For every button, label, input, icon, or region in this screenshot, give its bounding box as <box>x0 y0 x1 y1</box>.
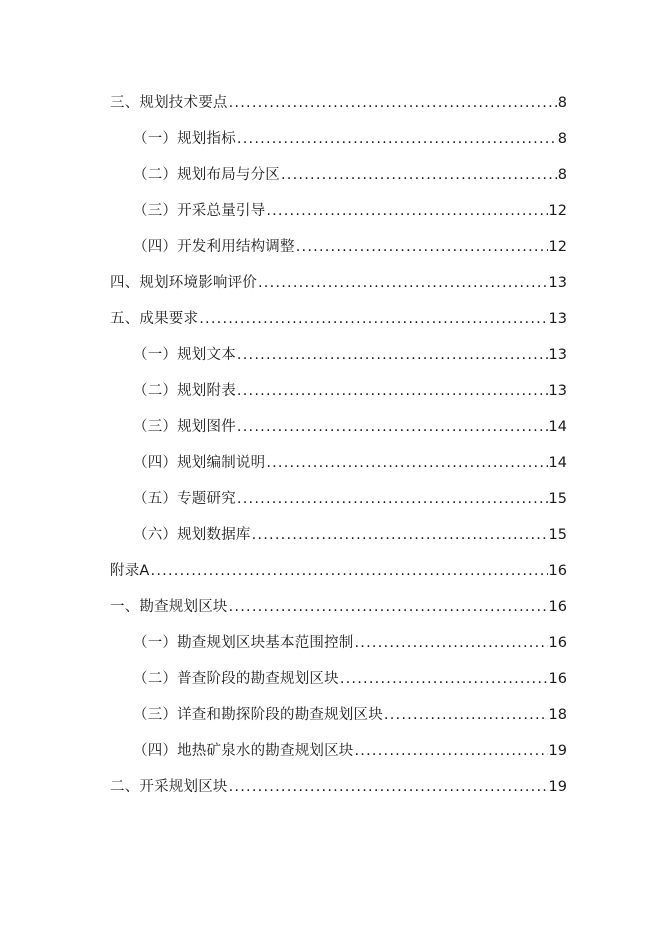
toc-entry-title: （三）开采总量引导 <box>133 203 266 219</box>
toc-entry-page: 13 <box>548 383 567 399</box>
toc-dot-leader <box>237 379 548 403</box>
toc-entry-page: 12 <box>548 239 567 255</box>
toc-entry-page: 19 <box>548 743 567 759</box>
toc-entry-title: （一）勘查规划区块基本范围控制 <box>133 635 354 651</box>
toc-dot-leader <box>199 307 547 331</box>
toc-dot-leader <box>340 667 548 691</box>
toc-entry-title: （二）规划附表 <box>133 383 236 399</box>
toc-entry[interactable] <box>133 667 567 691</box>
toc-entry-page: 13 <box>548 347 567 363</box>
toc-entry-page: 13 <box>548 275 567 291</box>
toc-entry-page: 18 <box>548 707 567 723</box>
toc-entry[interactable] <box>133 163 567 187</box>
toc-entry-title: 五、成果要求 <box>110 311 199 327</box>
toc-dot-leader <box>355 631 548 655</box>
toc-entry-page: 8 <box>557 95 567 111</box>
toc-entry-title: （六）规划数据库 <box>133 527 251 543</box>
toc-entry-title: 附录A <box>110 563 150 579</box>
toc-dot-leader <box>151 559 548 583</box>
toc-entry-title: （一）规划指标 <box>133 131 236 147</box>
toc-entry-page: 16 <box>548 635 567 651</box>
toc-entry-title: （四）地热矿泉水的勘查规划区块 <box>133 743 354 759</box>
toc-entry[interactable] <box>133 631 567 655</box>
toc-dot-leader <box>229 91 557 115</box>
toc-entry-page: 8 <box>557 131 567 147</box>
toc-entry[interactable] <box>133 415 567 439</box>
toc-dot-leader <box>384 703 548 727</box>
toc-entry[interactable] <box>133 127 567 151</box>
toc-entry[interactable] <box>133 487 567 511</box>
toc-entry[interactable] <box>133 343 567 367</box>
toc-entry[interactable] <box>110 271 567 295</box>
toc-entry-title: 三、规划技术要点 <box>110 95 228 111</box>
toc-entry-page: 13 <box>548 311 567 327</box>
toc-entry-title: （二）普查阶段的勘查规划区块 <box>133 671 339 687</box>
toc-dot-leader <box>237 343 548 367</box>
toc-dot-leader <box>296 235 548 259</box>
toc-entry-title: （四）规划编制说明 <box>133 455 266 471</box>
toc-entry[interactable] <box>133 235 567 259</box>
toc-entry-title: （一）规划文本 <box>133 347 236 363</box>
toc-entry-page: 12 <box>548 203 567 219</box>
toc-dot-leader <box>237 415 548 439</box>
toc-entry-page: 8 <box>557 167 567 183</box>
toc-entry[interactable] <box>110 91 567 115</box>
toc-entry-page: 15 <box>548 491 567 507</box>
toc-dot-leader <box>252 523 548 547</box>
toc-entry-title: （四）开发利用结构调整 <box>133 239 295 255</box>
toc-entry-title: 二、开采规划区块 <box>110 779 228 795</box>
toc-entry[interactable] <box>110 775 567 799</box>
toc-entry[interactable] <box>133 379 567 403</box>
toc-entry[interactable] <box>133 739 567 763</box>
toc-entry-title: （五）专题研究 <box>133 491 236 507</box>
toc-entry[interactable] <box>110 307 567 331</box>
toc-dot-leader <box>266 451 547 475</box>
toc-entry-title: 四、规划环境影响评价 <box>110 275 257 291</box>
toc-dot-leader <box>237 127 557 151</box>
toc-dot-leader <box>229 595 548 619</box>
toc-entry[interactable] <box>110 559 567 583</box>
toc-entry-page: 16 <box>548 671 567 687</box>
toc-dot-leader <box>229 775 548 799</box>
toc-entry-title: 一、勘查规划区块 <box>110 599 228 615</box>
toc-entry[interactable] <box>133 451 567 475</box>
toc-dot-leader <box>266 199 547 223</box>
toc-entry-page: 14 <box>548 455 567 471</box>
toc-entry-page: 14 <box>548 419 567 435</box>
toc-entry-page: 15 <box>548 527 567 543</box>
toc-dot-leader <box>281 163 557 187</box>
toc-dot-leader <box>355 739 548 763</box>
toc-entry-page: 16 <box>548 599 567 615</box>
toc-entry[interactable] <box>133 523 567 547</box>
toc-dot-leader <box>237 487 548 511</box>
toc-entry-title: （二）规划布局与分区 <box>133 167 280 183</box>
toc-entry[interactable] <box>133 199 567 223</box>
toc-entry[interactable] <box>133 703 567 727</box>
toc-dot-leader <box>258 271 548 295</box>
toc-entry-page: 16 <box>548 563 567 579</box>
toc-entry-page: 19 <box>548 779 567 795</box>
toc-entry-title: （三）详查和勘探阶段的勘查规划区块 <box>133 707 383 723</box>
toc-entry-title: （三）规划图件 <box>133 419 236 435</box>
toc-entry[interactable] <box>110 595 567 619</box>
